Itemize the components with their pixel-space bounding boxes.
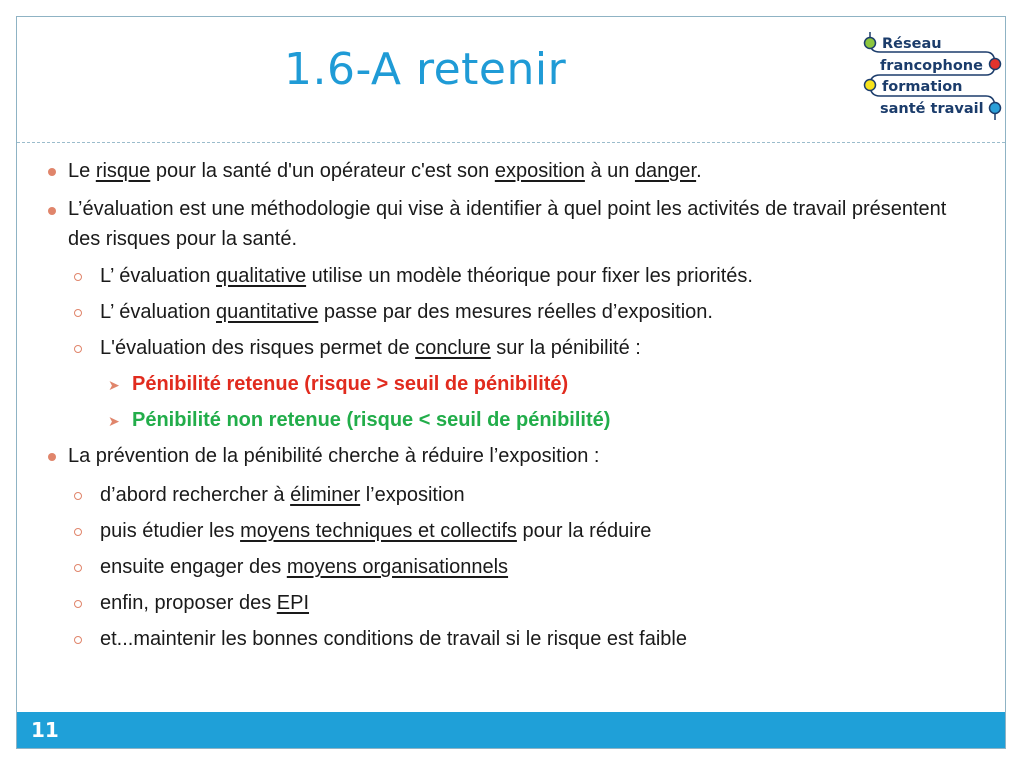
circle-bullet-icon bbox=[74, 636, 82, 644]
text: Pénibilité non retenue (risque < seuil de pénibilité) bbox=[132, 409, 611, 431]
circle-bullet-icon bbox=[74, 309, 82, 317]
logo-blue-dot bbox=[990, 103, 1001, 114]
reseau-logo bbox=[858, 28, 1008, 128]
circle-bullet-icon bbox=[74, 492, 82, 500]
underlined-term: éliminer bbox=[290, 484, 361, 506]
underlined-term: danger bbox=[634, 160, 697, 182]
circle-bullet-icon bbox=[74, 528, 82, 536]
circle-bullet-icon bbox=[74, 273, 82, 281]
slide-title: 1.6-A retenir bbox=[284, 44, 567, 95]
text: et...maintenir les bonnes conditions de travail si le risque est faible bbox=[100, 628, 687, 650]
text: à un bbox=[584, 160, 635, 182]
round-bullet-icon bbox=[48, 168, 56, 176]
logo-green-dot bbox=[865, 38, 876, 49]
text: pour la réduire bbox=[516, 520, 652, 542]
text: sur la pénibilité : bbox=[490, 337, 641, 359]
logo-line1: Réseau bbox=[882, 36, 942, 52]
logo-yellow-dot bbox=[865, 80, 876, 91]
text: puis étudier les bbox=[100, 520, 241, 542]
text: L'évaluation des risques permet de bbox=[100, 337, 416, 359]
text: l’exposition bbox=[360, 484, 465, 506]
circle-bullet-icon bbox=[74, 600, 82, 608]
bullet-risk-definition bbox=[38, 155, 968, 188]
footer-bar bbox=[17, 712, 1005, 748]
text: d’abord rechercher à bbox=[100, 484, 291, 506]
sub-bullet-organisational-means bbox=[38, 551, 968, 584]
bullet-evaluation bbox=[38, 194, 968, 254]
text: Pénibilité retenue (risque > seuil de pénibilité) bbox=[132, 373, 569, 395]
text: pour la santé d'un opérateur c'est son bbox=[150, 160, 495, 182]
sub-sub-bullet-not-retained bbox=[38, 404, 968, 437]
underlined-term: conclure bbox=[415, 337, 491, 359]
text: L’ évaluation bbox=[100, 301, 217, 323]
logo-red-dot bbox=[990, 59, 1001, 70]
sub-bullet-eliminate bbox=[38, 479, 968, 512]
arrowhead-bullet-icon: ➤ bbox=[108, 413, 120, 429]
page-number: 11 bbox=[31, 718, 59, 742]
logo-line4: santé travail bbox=[880, 101, 984, 117]
underlined-term: qualitative bbox=[216, 265, 307, 287]
logo-line3: formation bbox=[882, 79, 963, 95]
logo-line2: francophone bbox=[880, 58, 983, 74]
sub-bullet-epi bbox=[38, 587, 968, 620]
text: Le bbox=[68, 160, 96, 182]
round-bullet-icon bbox=[48, 453, 56, 461]
underlined-term: exposition bbox=[494, 160, 585, 182]
underlined-term: EPI bbox=[276, 592, 310, 614]
title-divider bbox=[17, 142, 1005, 143]
text: L’ évaluation bbox=[100, 265, 217, 287]
sub-sub-bullet-retained bbox=[38, 368, 968, 401]
sub-bullet-maintain bbox=[38, 623, 968, 656]
underlined-term: risque bbox=[95, 160, 151, 182]
text: L’évaluation est une méthodologie qui vise à identifier à quel point les activités de travail présentent des risques pour la santé. bbox=[68, 198, 947, 250]
text: passe par des mesures réelles d’exposition. bbox=[318, 301, 713, 323]
text: utilise un modèle théorique pour fixer les priorités. bbox=[306, 265, 753, 287]
circle-bullet-icon bbox=[74, 564, 82, 572]
sub-bullet-technical-means bbox=[38, 515, 968, 548]
sub-bullet-qualitative bbox=[38, 260, 968, 293]
text: enfin, proposer des bbox=[100, 592, 277, 614]
round-bullet-icon bbox=[48, 207, 56, 215]
underlined-term: quantitative bbox=[216, 301, 319, 323]
underlined-term: moyens techniques et collectifs bbox=[240, 520, 517, 542]
text: La prévention de la pénibilité cherche à réduire l’exposition : bbox=[68, 445, 600, 467]
circle-bullet-icon bbox=[74, 345, 82, 353]
text: . bbox=[696, 160, 702, 182]
arrowhead-bullet-icon: ➤ bbox=[108, 377, 120, 393]
underlined-term: moyens organisationnels bbox=[286, 556, 509, 578]
sub-bullet-conclusion bbox=[38, 332, 968, 365]
bullet-prevention bbox=[38, 440, 968, 473]
slide-content bbox=[38, 155, 968, 659]
sub-bullet-quantitative bbox=[38, 296, 968, 329]
text: ensuite engager des bbox=[100, 556, 287, 578]
